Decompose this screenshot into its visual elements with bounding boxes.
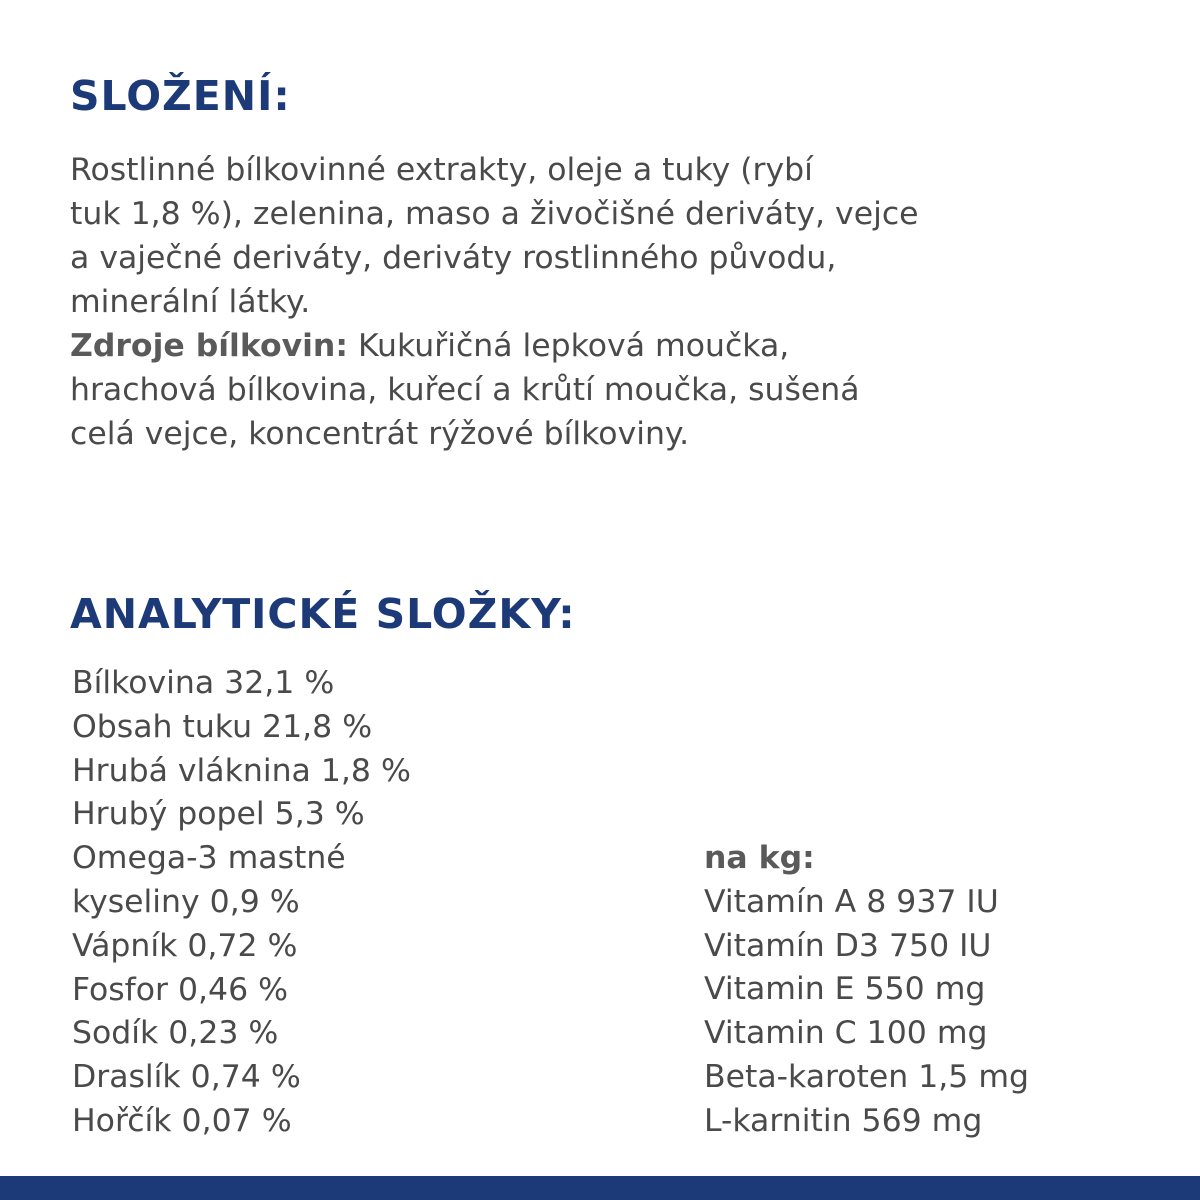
analytic-item: Vápník 0,72 %: [72, 927, 298, 964]
analytic-item: Draslík 0,74 %: [72, 1059, 301, 1096]
analytic-item: Omega-3 mastné: [72, 840, 346, 877]
vitamin-item: Beta-karoten 1,5 mg: [704, 1058, 1030, 1095]
vitamin-block: [704, 837, 1029, 1144]
protein-sources-text: Kukuřičná lepková moučka,: [347, 328, 790, 364]
composition-line: a vaječné deriváty, deriváty rostlinného původu,: [70, 240, 837, 276]
per-kg-label: na kg:: [704, 840, 815, 876]
analytic-item: Hořčík 0,07 %: [72, 1102, 292, 1139]
vitamin-item: L-karnitin 569 mg: [704, 1102, 983, 1139]
composition-line: minerální látky.: [70, 284, 311, 320]
analytic-item: kyseliny 0,9 %: [72, 883, 300, 920]
composition-line: tuk 1,8 %), zelenina, maso a živočišné deriváty, vejce: [70, 196, 919, 232]
composition-heading: SLOŽENÍ:: [70, 72, 291, 120]
protein-sources-line: [70, 324, 1160, 368]
protein-sources-line: hrachová bílkovina, kuřecí a krůtí moučka, sušená: [70, 372, 860, 408]
analytic-item: Hrubý popel 5,3 %: [72, 796, 365, 833]
vitamin-item: Vitamín A 8 937 IU: [704, 883, 999, 920]
composition-line: Rostlinné bílkovinné extrakty, oleje a tuky (rybí: [70, 152, 813, 188]
analytic-heading: ANALYTICKÉ SLOŽKY:: [70, 590, 576, 638]
analytic-item: Bílkovina 32,1 %: [72, 665, 335, 701]
vitamin-list: [704, 881, 1029, 1144]
protein-sources-line: celá vejce, koncentrát rýžové bílkoviny.: [70, 416, 690, 452]
vitamin-item: Vitamín D3 750 IU: [704, 927, 992, 964]
footer-bar: [0, 1176, 1200, 1200]
analytic-item: Obsah tuku 21,8 %: [72, 708, 373, 745]
analytic-item: Fosfor 0,46 %: [72, 971, 289, 1008]
analytic-list: [72, 662, 411, 1144]
analytic-item: Hrubá vláknina 1,8 %: [72, 752, 411, 789]
protein-sources-label: Zdroje bílkovin:: [70, 328, 348, 364]
analytic-item: Sodík 0,23 %: [72, 1015, 279, 1052]
composition-text: [70, 148, 1160, 456]
vitamin-item: Vitamin C 100 mg: [704, 1015, 988, 1052]
vitamin-item: Vitamin E 550 mg: [704, 971, 986, 1008]
